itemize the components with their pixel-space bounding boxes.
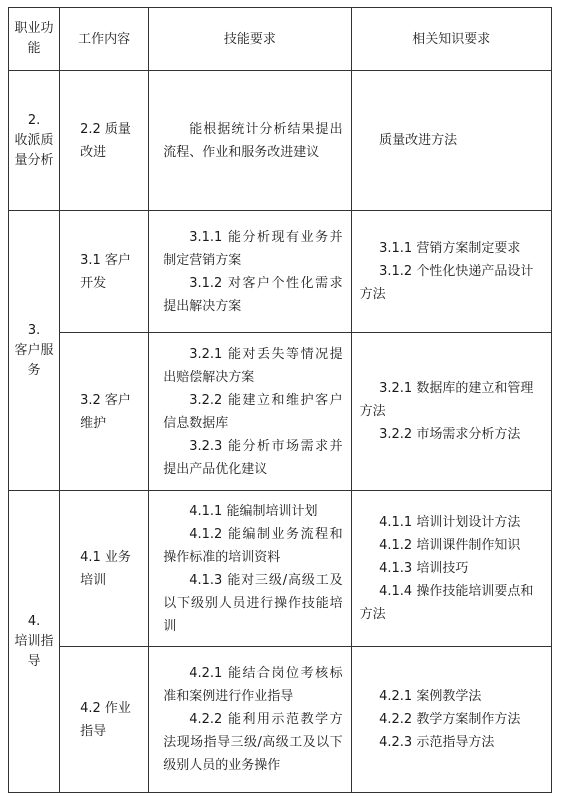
knowledge-item: 质量改进方法 bbox=[379, 133, 458, 148]
function-number: 4. bbox=[27, 613, 41, 629]
skill-requirements bbox=[149, 491, 351, 647]
knowledge-item: 3.2.2 市场需求分析方法 bbox=[379, 427, 521, 442]
skill-item: 3.1.1 能分析现有业务并制定营销方案 bbox=[163, 229, 343, 268]
table-row bbox=[9, 491, 552, 647]
work-content: 4.1 业务培训 bbox=[60, 491, 149, 647]
knowledge-item: 4.1.1 培训计划设计方法 bbox=[379, 515, 521, 530]
function-cell bbox=[9, 71, 60, 211]
header-skill: 技能要求 bbox=[149, 8, 351, 71]
skill-requirements bbox=[149, 647, 351, 793]
knowledge-item: 4.1.2 培训课件制作知识 bbox=[379, 538, 521, 553]
table-row bbox=[9, 71, 552, 211]
knowledge-item: 4.1.3 培训技巧 bbox=[379, 561, 469, 576]
work-content: 3.2 客户维护 bbox=[60, 333, 149, 491]
function-cell bbox=[9, 491, 60, 793]
work-content: 3.1 客户开发 bbox=[60, 211, 149, 333]
skill-item: 3.2.2 能建立和维护客户信息数据库 bbox=[163, 392, 343, 431]
header-knowledge: 相关知识要求 bbox=[351, 8, 551, 71]
table-row bbox=[9, 333, 552, 491]
skill-item: 4.2.1 能结合岗位考核标准和案例进行作业指导 bbox=[163, 666, 343, 704]
knowledge-requirements bbox=[351, 71, 551, 211]
skill-requirements bbox=[149, 333, 351, 491]
skill-item: 3.1.2 对客户个性化需求提出解决方案 bbox=[163, 275, 343, 314]
knowledge-item: 4.2.3 示范指导方法 bbox=[379, 735, 495, 750]
knowledge-item: 4.1.4 操作技能培训要点和方法 bbox=[359, 584, 534, 622]
skill-standard-table bbox=[8, 7, 552, 793]
knowledge-requirements bbox=[351, 647, 551, 793]
skill-item: 3.2.3 能分析市场需求并提出产品优化建议 bbox=[163, 438, 343, 477]
skill-item: 能根据统计分析结果提出流程、作业和服务改进建议 bbox=[163, 121, 343, 160]
knowledge-requirements bbox=[351, 211, 551, 333]
table-row bbox=[9, 647, 552, 793]
knowledge-item: 4.2.2 教学方案制作方法 bbox=[379, 712, 521, 727]
function-name: 客户服务 bbox=[14, 342, 54, 378]
function-number: 3. bbox=[27, 322, 41, 338]
function-number: 2. bbox=[27, 112, 41, 128]
header-function: 职业功能 bbox=[9, 8, 60, 71]
work-content: 2.2 质量改进 bbox=[60, 71, 149, 211]
skill-item: 4.1.1 能编制培训计划 bbox=[189, 503, 318, 519]
work-content: 4.2 作业指导 bbox=[60, 647, 149, 793]
skill-requirements bbox=[149, 71, 351, 211]
skill-requirements bbox=[149, 211, 351, 333]
function-name: 培训指导 bbox=[14, 633, 54, 669]
skill-item: 3.2.1 能对丢失等情况提出赔偿解决方案 bbox=[163, 346, 343, 385]
knowledge-item: 4.2.1 案例教学法 bbox=[379, 689, 482, 704]
function-cell bbox=[9, 211, 60, 491]
knowledge-item: 3.1.1 营销方案制定要求 bbox=[379, 241, 521, 256]
skill-item: 4.1.2 能编制业务流程和操作标准的培训资料 bbox=[163, 526, 343, 565]
knowledge-item: 3.1.2 个性化快递产品设计方法 bbox=[359, 264, 534, 302]
table-row bbox=[9, 211, 552, 333]
knowledge-requirements bbox=[351, 491, 551, 647]
function-name: 收派质量分析 bbox=[14, 132, 54, 168]
header-content: 工作内容 bbox=[60, 8, 149, 71]
knowledge-requirements bbox=[351, 333, 551, 491]
header-row bbox=[9, 8, 552, 71]
knowledge-item: 3.2.1 数据库的建立和管理方法 bbox=[359, 381, 534, 419]
skill-item: 4.2.2 能利用示范教学方法现场指导三级/高级工及以下级别人员的业务操作 bbox=[163, 712, 343, 773]
skill-item: 4.1.3 能对三级/高级工及以下级别人员进行操作技能培训 bbox=[163, 572, 343, 634]
